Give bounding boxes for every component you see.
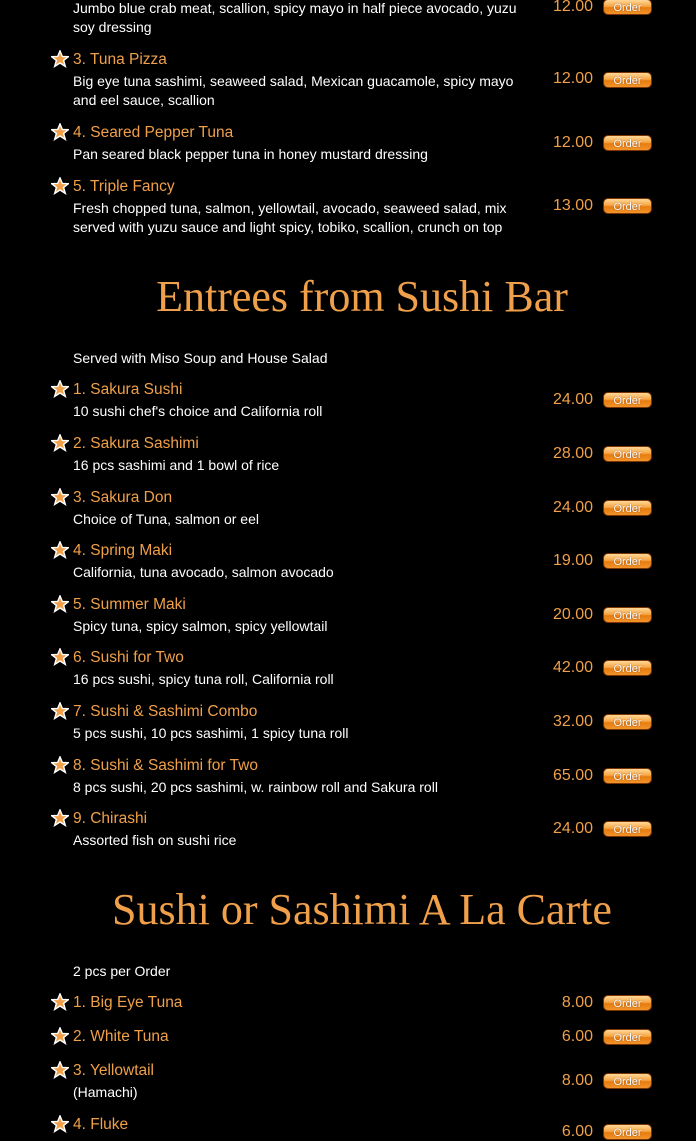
star-icon <box>51 993 69 1011</box>
star-icon <box>51 177 69 195</box>
item-name[interactable]: 8. Sushi & Sashimi for Two <box>73 757 258 774</box>
section-note: Served with Miso Soup and House Salad <box>73 350 328 366</box>
order-button[interactable]: Order <box>603 392 652 408</box>
order-button[interactable]: Order <box>603 0 652 15</box>
item-description: Jumbo blue crab meat, scallion, spicy mayo in half piece avocado, yuzu soy dressing <box>73 0 517 35</box>
order-button[interactable]: Order <box>603 1124 652 1140</box>
item-name[interactable]: 2. White Tuna <box>73 1028 169 1045</box>
order-button[interactable]: Order <box>603 1029 652 1045</box>
item-name[interactable]: 1. Big Eye Tuna <box>73 994 183 1011</box>
item-price: 12.00 <box>552 134 593 151</box>
order-button[interactable]: Order <box>603 607 652 623</box>
order-button[interactable]: Order <box>603 714 652 730</box>
item-description: Big eye tuna sashimi, seaweed salad, Mexican guacamole, spicy mayo and eel sauce, scallion <box>73 73 514 108</box>
item-description: Fresh chopped tuna, salmon, yellowtail, avocado, seaweed salad, mix served with yuzu sauce and light spicy, tobiko, scallion, crunch on top <box>73 200 507 235</box>
order-button[interactable]: Order <box>603 500 652 516</box>
star-icon <box>51 50 69 68</box>
star-icon <box>51 756 69 774</box>
item-price: 20.00 <box>552 606 593 623</box>
item-description: Spicy tuna, spicy salmon, spicy yellowtail <box>73 618 328 634</box>
item-price: 8.00 <box>561 994 593 1011</box>
order-button[interactable]: Order <box>603 821 652 837</box>
item-name[interactable]: 7. Sushi & Sashimi Combo <box>73 703 258 720</box>
item-price: 19.00 <box>552 552 593 569</box>
item-description: California, tuna avocado, salmon avocado <box>73 564 334 580</box>
order-button[interactable]: Order <box>603 446 652 462</box>
item-description: Pan seared black pepper tuna in honey mustard dressing <box>73 146 428 162</box>
item-description: Assorted fish on sushi rice <box>73 832 237 848</box>
star-icon <box>51 380 69 398</box>
item-name[interactable]: 5. Triple Fancy <box>73 178 175 195</box>
item-description: (Hamachi) <box>73 1084 138 1100</box>
item-name[interactable]: 4. Spring Maki <box>73 542 173 559</box>
section-title-alacarte: Sushi or Sashimi A La Carte <box>112 885 612 934</box>
star-icon <box>51 488 69 506</box>
order-button[interactable]: Order <box>603 1073 652 1089</box>
order-button[interactable]: Order <box>603 660 652 676</box>
star-icon <box>51 702 69 720</box>
order-button[interactable]: Order <box>603 198 652 214</box>
item-name[interactable]: 3. Sakura Don <box>73 489 173 506</box>
item-price: 24.00 <box>552 391 593 408</box>
section-note: 2 pcs per Order <box>73 963 171 979</box>
item-name[interactable]: 3. Tuna Pizza <box>73 51 167 68</box>
section-title-entrees: Entrees from Sushi Bar <box>156 272 568 321</box>
star-icon <box>51 1061 69 1079</box>
item-price: 6.00 <box>561 1123 593 1140</box>
order-button[interactable]: Order <box>603 135 652 151</box>
item-name[interactable]: 4. Fluke <box>73 1116 129 1133</box>
item-description: 16 pcs sashimi and 1 bowl of rice <box>73 457 280 473</box>
order-button[interactable]: Order <box>603 995 652 1011</box>
item-name[interactable]: 6. Sushi for Two <box>73 649 184 666</box>
star-icon <box>51 595 69 613</box>
item-price: 13.00 <box>552 197 593 214</box>
item-price: 24.00 <box>552 820 593 837</box>
item-price: 32.00 <box>552 713 593 730</box>
item-name[interactable]: 5. Summer Maki <box>73 596 186 613</box>
item-name[interactable]: 1. Sakura Sushi <box>73 381 183 398</box>
item-price: 8.00 <box>561 1072 593 1089</box>
star-icon <box>51 123 69 141</box>
item-price: 65.00 <box>552 767 593 784</box>
star-icon <box>51 648 69 666</box>
order-button[interactable]: Order <box>603 768 652 784</box>
item-description: 16 pcs sushi, spicy tuna roll, California roll <box>73 671 334 687</box>
item-price: 42.00 <box>552 659 593 676</box>
item-price: 12.00 <box>552 70 593 87</box>
star-icon <box>51 1115 69 1133</box>
item-description: 5 pcs sushi, 10 pcs sashimi, 1 spicy tuna roll <box>73 725 349 741</box>
item-price: 24.00 <box>552 499 593 516</box>
star-icon <box>51 541 69 559</box>
item-name[interactable]: 4. Seared Pepper Tuna <box>73 124 234 141</box>
item-name[interactable]: 3. Yellowtail <box>73 1062 155 1079</box>
star-icon <box>51 809 69 827</box>
item-description: 8 pcs sushi, 20 pcs sashimi, w. rainbow roll and Sakura roll <box>73 779 438 795</box>
item-name[interactable]: 2. Sakura Sashimi <box>73 435 199 452</box>
item-price: 12.00 <box>552 0 593 15</box>
star-icon <box>51 434 69 452</box>
star-icon <box>51 1027 69 1045</box>
order-button[interactable]: Order <box>603 553 652 569</box>
item-description: 10 sushi chef's choice and California roll <box>73 403 323 419</box>
order-button[interactable]: Order <box>603 72 652 88</box>
item-price: 6.00 <box>561 1028 593 1045</box>
item-name[interactable]: 9. Chirashi <box>73 810 148 827</box>
item-price: 28.00 <box>552 445 593 462</box>
item-description: Choice of Tuna, salmon or eel <box>73 511 259 527</box>
